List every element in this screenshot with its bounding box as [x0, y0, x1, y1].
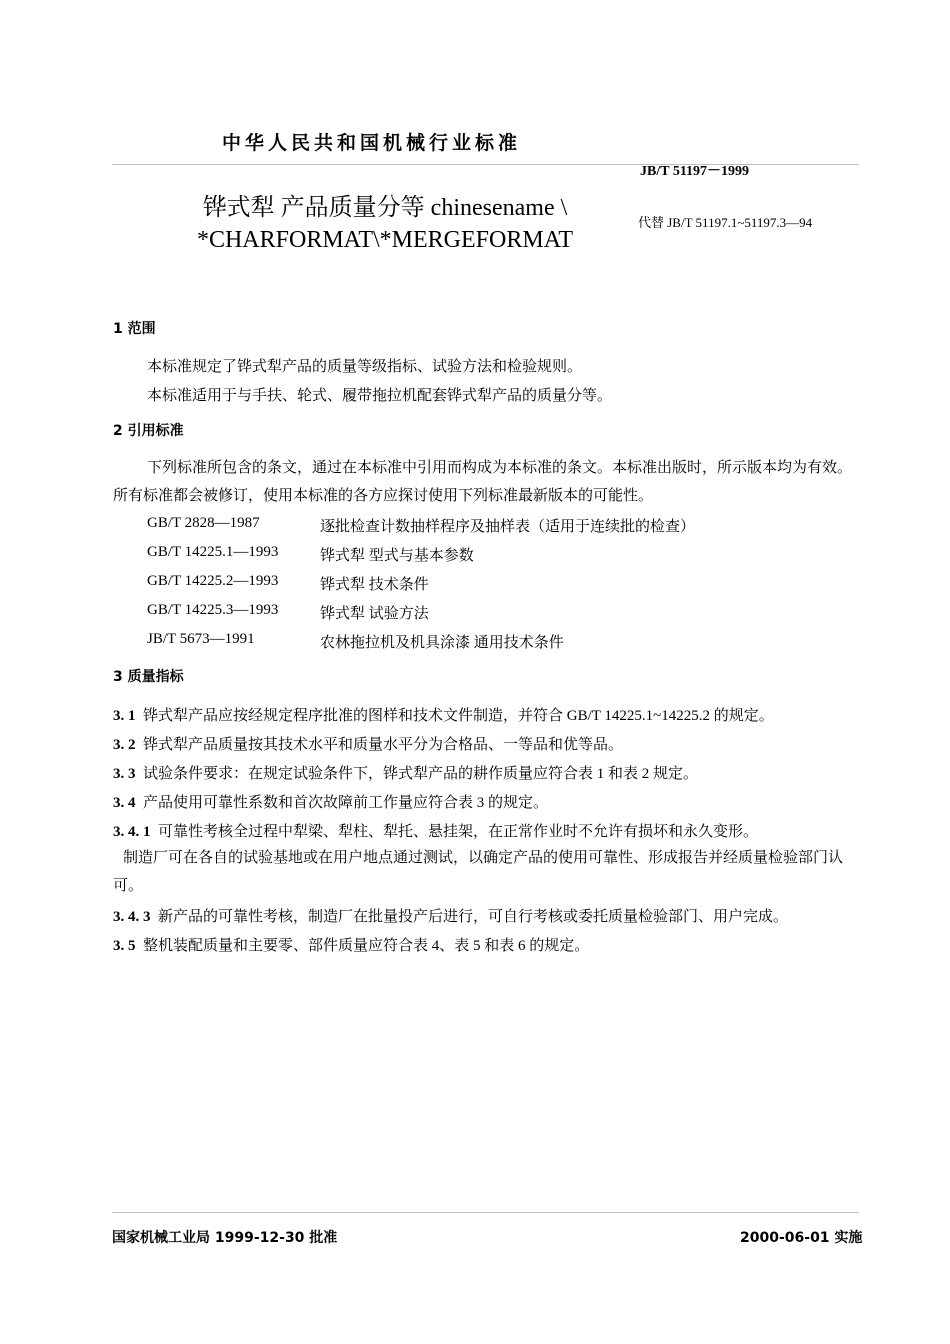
section-1-heading: 1 范围 — [113, 321, 156, 337]
clause-3-4 — [113, 791, 548, 812]
section-1-para-2: 本标准适用于与手扶、轮式、履带拖拉机配套铧式犁产品的质量分等。 — [147, 388, 613, 404]
clause-text: 铧式犁产品应按经规定程序批准的图样和技术文件制造，并符合 GB/T 14225.1~14225.2 的规定。 — [143, 708, 774, 724]
doc-title: 铧式犁 产品质量分等 chinesename \ *CHARFORMAT\*MERGEFORMAT — [196, 195, 574, 253]
clause-number: 3. 4 — [113, 795, 136, 811]
ref-title: 农林拖拉机及机具涂漆 通用技术条件 — [320, 635, 564, 651]
clause-text: 试验条件要求：在规定试验条件下，铧式犁产品的耕作质量应符合表 1 和表 2 规定。 — [143, 766, 699, 782]
section-3-heading: 3 质量指标 — [113, 669, 184, 685]
section-1-para-1: 本标准规定了铧式犁产品的质量等级指标、试验方法和检验规则。 — [147, 359, 583, 375]
ref-title: 铧式犁 试验方法 — [320, 606, 429, 622]
ref-code: GB/T 2828—1987 — [147, 515, 260, 531]
ref-title: 铧式犁 技术条件 — [320, 577, 429, 593]
clause-text: 产品使用可靠性系数和首次故障前工作量应符合表 3 的规定。 — [143, 795, 549, 811]
clause-number: 3. 4. 3 — [113, 909, 151, 925]
clause-3-4-2-para: 制造厂可在各自的试验基地或在用户地点通过测试，以确定产品的使用可靠性、形成报告并经质量检验部门认可。 — [113, 850, 844, 894]
ref-code: JB/T 5673—1991 — [147, 631, 255, 647]
clause-3-3 — [113, 762, 698, 783]
standard-number: JB/T 51197－1999 — [640, 164, 750, 179]
clause-text: 可靠性考核全过程中犁梁、犁柱、犁托、悬挂架，在正常作业时不允许有损坏和永久变形。 — [158, 824, 759, 840]
clause-3-1 — [113, 704, 774, 725]
footer-rule — [112, 1212, 859, 1213]
clause-number: 3. 3 — [113, 766, 136, 782]
clause-3-5 — [113, 934, 589, 955]
section-2-intro: 下列标准所包含的条文，通过在本标准中引用而构成为本标准的条文。本标准出版时，所示版本均为有效。所有标准都会被修订，使用本标准的各方应探讨使用下列标准最新版本的可能性。 — [113, 460, 853, 504]
clause-number: 3. 1 — [113, 708, 136, 724]
clause-number: 3. 4. 1 — [113, 824, 151, 840]
org-title: 中华人民共和国机械行业标准 — [222, 132, 522, 154]
ref-title: 铧式犁 型式与基本参数 — [320, 548, 474, 564]
clause-number: 3. 2 — [113, 737, 136, 753]
ref-code: GB/T 14225.1—1993 — [147, 544, 279, 560]
effective-date: 2000-06-01 实施 — [740, 1230, 863, 1246]
clause-3-4-3 — [113, 905, 788, 926]
section-2-heading: 2 引用标准 — [113, 423, 184, 439]
clause-3-4-1 — [113, 820, 758, 841]
ref-code: GB/T 14225.3—1993 — [147, 602, 279, 618]
clause-text: 整机装配质量和主要零、部件质量应符合表 4、表 5 和表 6 的规定。 — [143, 938, 590, 954]
clause-text: 新产品的可靠性考核，制造厂在批量投产后进行，可自行考核或委托质量检验部门、用户完成。 — [158, 909, 789, 925]
clause-3-2 — [113, 733, 623, 754]
approval-date: 国家机械工业局 1999-12-30 批准 — [112, 1230, 338, 1246]
clause-number: 3. 5 — [113, 938, 136, 954]
ref-title: 逐批检查计数抽样程序及抽样表（适用于连续批的检查） — [320, 519, 696, 535]
replaces-note: 代替 JB/T 51197.1~51197.3—94 — [638, 215, 813, 230]
ref-code: GB/T 14225.2—1993 — [147, 573, 279, 589]
clause-text: 铧式犁产品质量按其技术水平和质量水平分为合格品、一等品和优等品。 — [143, 737, 624, 753]
